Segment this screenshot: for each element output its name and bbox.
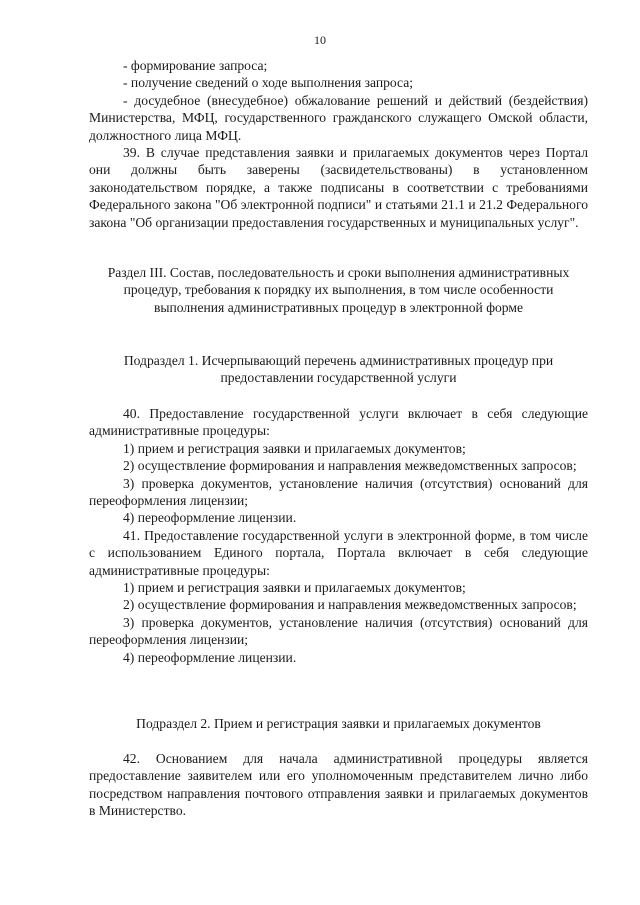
- paragraph-39: 39. В случае представления заявки и прилагаемых документов через Портал они должны быть заверены (засвидетельствованы) в установленном законодательством порядке, а также подписаны в соответствии с требованиями Федерального закона "Об электронной подписи" и статьями 21.1 и 21.2 Федерального закона "Об организации предоставления государственных и муниципальных услуг".: [89, 145, 588, 230]
- procedure-item-1: 1) прием и регистрация заявки и прилагаемых документов;: [123, 440, 466, 456]
- electronic-procedure-item-4: 4) переоформление лицензии.: [123, 649, 297, 665]
- electronic-procedure-item-3: 3) проверка документов, установление наличия (отсутствия) оснований для переоформления лицензии;: [89, 614, 588, 648]
- body-text-top: [89, 57, 588, 231]
- procedure-item-4: 4) переоформление лицензии.: [123, 510, 297, 526]
- section-3-heading-block: [89, 264, 588, 316]
- body-text-middle: [89, 405, 588, 666]
- list-item-form-request: - формирование запроса;: [123, 58, 268, 73]
- page-number: 10: [314, 33, 326, 47]
- subsection-2-heading: Подраздел 2. Прием и регистрация заявки и прилагаемых документов: [136, 716, 541, 731]
- subsection-1-heading: Подраздел 1. Исчерпывающий перечень административных процедур при предоставлении государственной услуги: [123, 353, 554, 386]
- paragraph-40: 40. Предоставление государственной услуги включает в себя следующие административные процедуры:: [89, 406, 588, 439]
- subsection-1-heading-block: [89, 352, 588, 387]
- paragraph-42: 42. Основанием для начала административной процедуры является предоставление заявителем или его уполномоченным представителем лично либо посредством направления почтового отправления заявки и прилагаемых документов в Министерство.: [89, 751, 588, 819]
- paragraph-41: 41. Предоставление государственной услуги в электронной форме, в том числе с использованием Единого портала, Портала включает в себя следующие административные процедуры:: [89, 527, 588, 578]
- electronic-procedure-item-1: 1) прием и регистрация заявки и прилагаемых документов;: [123, 580, 466, 596]
- subsection-2-heading-block: [89, 715, 588, 732]
- procedure-item-2: 2) осуществление формирования и направления межведомственных запросов;: [123, 458, 577, 474]
- list-item-appeal: - досудебное (внесудебное) обжалование решений и действий (бездействия) Министерства, МФЦ, государственного гражданского служащего Омской области, должностного лица МФЦ.: [89, 92, 588, 143]
- list-item-request-status: - получение сведений о ходе выполнения запроса;: [123, 75, 414, 91]
- procedure-item-3: 3) проверка документов, установление наличия (отсутствия) оснований для переоформления лицензии;: [89, 475, 588, 509]
- section-3-heading: Раздел III. Состав, последовательность и сроки выполнения административных процедур, требования к порядку их выполнения, в том числе особенности выполнения административных процедур в электронной форме: [107, 265, 570, 315]
- electronic-procedure-item-2: 2) осуществление формирования и направления межведомственных запросов;: [123, 597, 577, 613]
- body-text-bottom: [89, 750, 588, 820]
